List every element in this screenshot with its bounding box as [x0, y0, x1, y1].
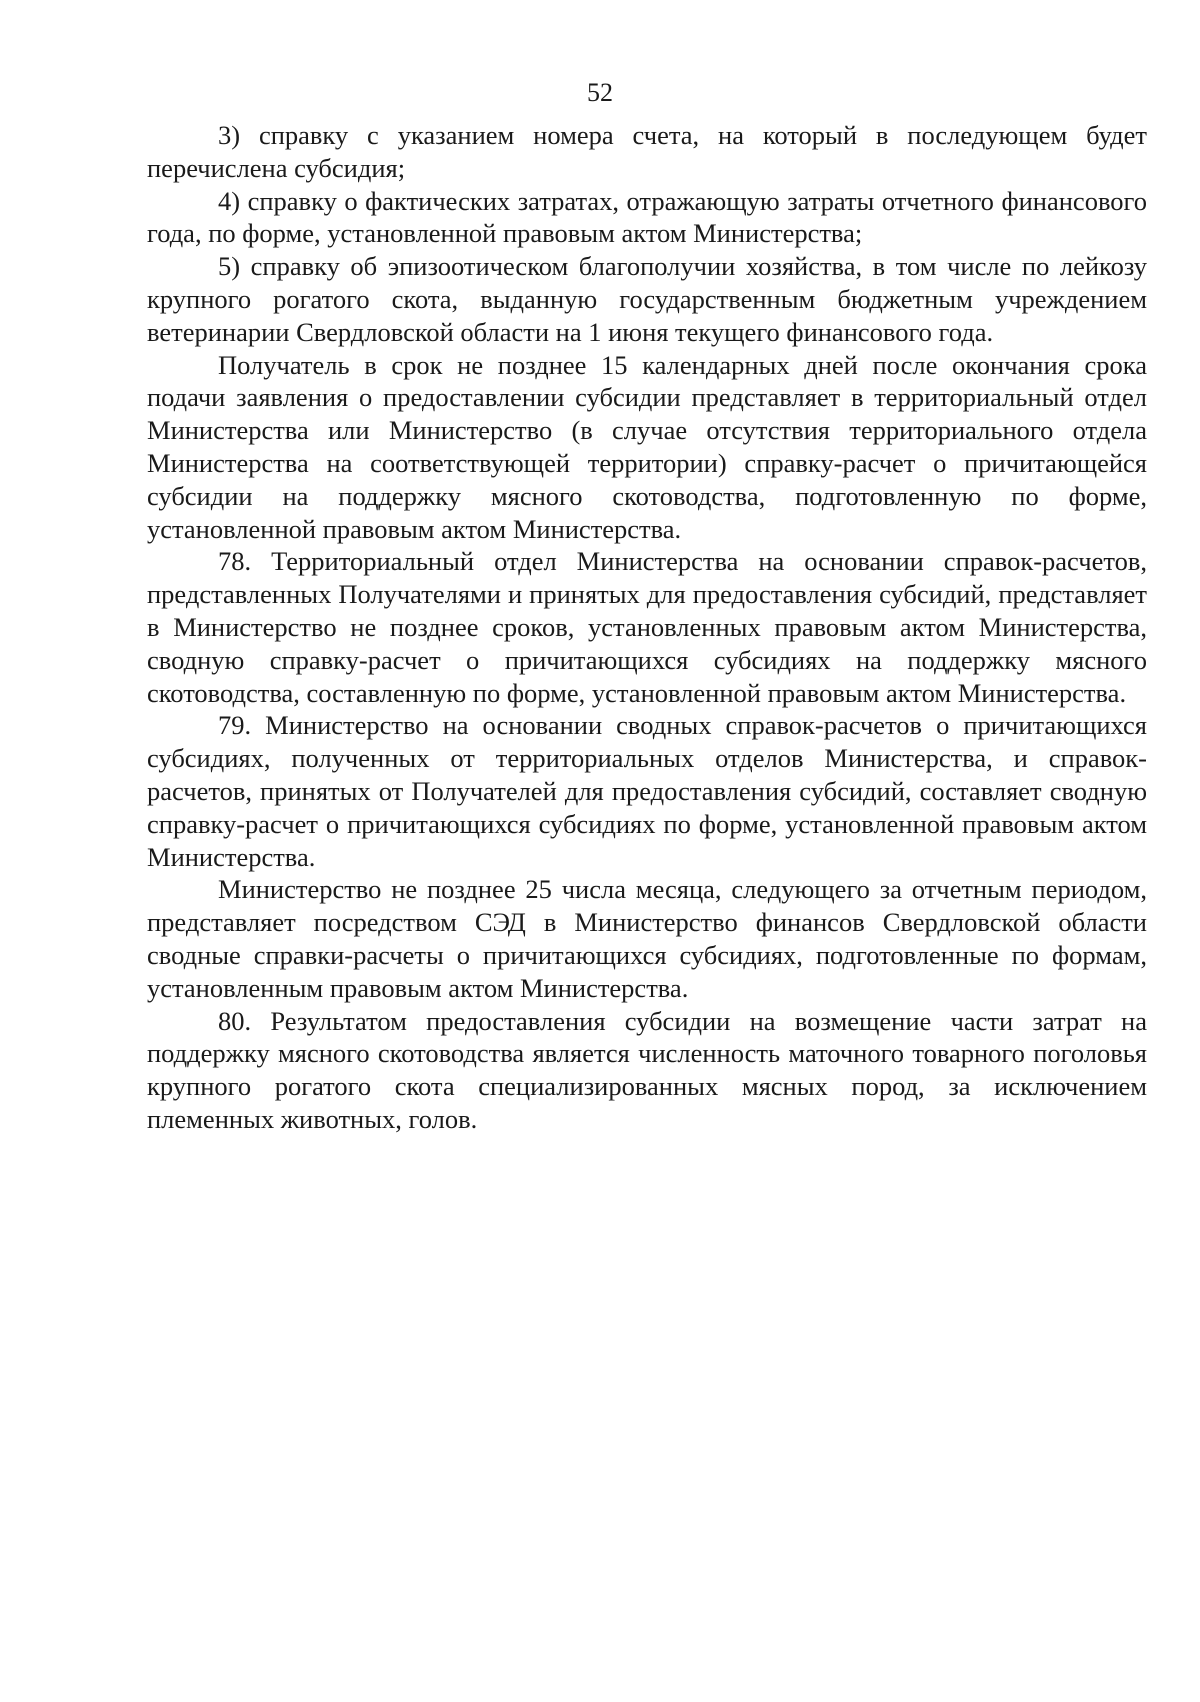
document-body: [147, 119, 1147, 1136]
paragraph-item-4: 4) справку о фактических затратах, отражающую затраты отчетного финансового года, по форме, установленной правовым актом Министерства;: [147, 185, 1147, 249]
paragraph-ministry-deadline: Министерство не позднее 25 числа месяца, следующего за отчетным периодом, представляет посредством СЭД в Министерство финансов Свердловской области сводные справки-расчеты о причитающихся субсидиях, подготовленные по формам, установленным правовым актом Министерства.: [147, 874, 1147, 1003]
page-number: 52: [587, 78, 613, 107]
paragraph-item-5: 5) справку об эпизоотическом благополучии хозяйства, в том числе по лейкозу крупного рогатого скота, выданную государственным бюджетным учреждением ветеринарии Свердловской области на 1 июня текущего финансового года.: [147, 251, 1147, 347]
paragraph-79: 79. Министерство на основании сводных справок-расчетов о причитающихся субсидиях, полученных от территориальных отделов Министерства, и справок-расчетов, принятых от Получателей для предоставления субсидий, составляет сводную справку-расчет о причитающихся субсидиях по форме, установленной правовым актом Министерства.: [147, 710, 1147, 872]
paragraph-78: 78. Территориальный отдел Министерства на основании справок-расчетов, представленных Получателями и принятых для предоставления субсидий, представляет в Министерство не позднее сроков, установленных правовым актом Министерства, сводную справку-расчет о причитающихся субсидиях на поддержку мясного скотоводства, составленную по форме, установленной правовым актом Министерства.: [147, 546, 1147, 708]
paragraph-recipient-deadline: Получатель в срок не позднее 15 календарных дней после окончания срока подачи заявления о предоставлении субсидии представляет в территориальный отдел Министерства или Министерство (в случае отсутствия территориального отдела Министерства на соответствующей территории) справку-расчет о причитающейся субсидии на поддержку мясного скотоводства, подготовленную по форме, установленной правовым актом Министерства.: [147, 349, 1147, 544]
paragraph-80: 80. Результатом предоставления субсидии на возмещение части затрат на поддержку мясного скотоводства является численность маточного товарного поголовья крупного рогатого скота специализированных мясных пород, за исключением племенных животных, голов.: [147, 1005, 1147, 1134]
paragraph-item-3: 3) справку с указанием номера счета, на который в последующем будет перечислена субсидия;: [147, 120, 1147, 183]
